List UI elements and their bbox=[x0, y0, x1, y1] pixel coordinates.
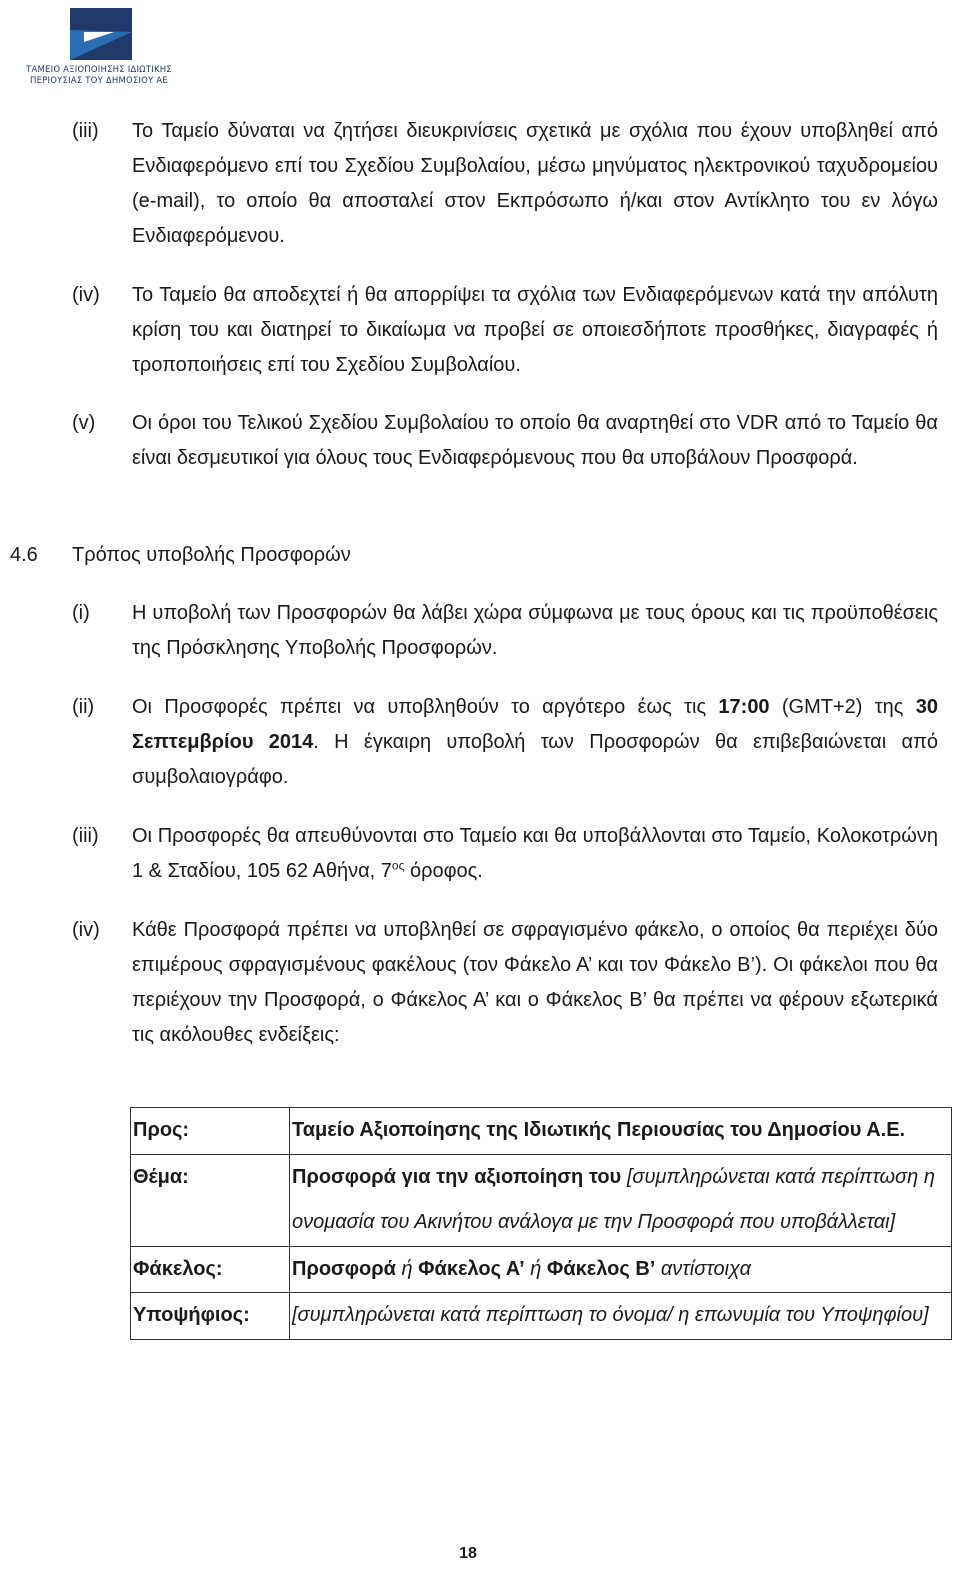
item-number: (iv) bbox=[72, 284, 100, 306]
item-text: Το Ταμείο θα αποδεχτεί ή θα απορρίψει τα σχόλια των Ενδιαφερόμενων κατά την απόλυτη κρίση του και διατηρεί το δικαίωμα να προβεί σε οποιεσδήποτε προσθήκες, διαγραφές ή τροποποιήσεις επί του Σχεδίου Συμβολαίου. bbox=[132, 284, 938, 376]
row-key: Προς: bbox=[131, 1108, 290, 1155]
envelope-option: Προσφορά bbox=[292, 1257, 396, 1280]
item-text: Το Ταμείο δύναται να ζητήσει διευκρινίσεις σχετικά με σχόλια που έχουν υποβληθεί από Ενδιαφερόμενο επί του Σχεδίου Συμβολαίου, μέσω μηνύματος ηλεκτρονικού ταχυδρομείου (e-mail), το οποίο θα αποσταλεί στον Εκπρόσωπο ή/και στον Αντίκλητο του εν λόγω Ενδιαφερόμενου. bbox=[132, 120, 938, 247]
item-number: (iii) bbox=[72, 825, 99, 847]
list-item bbox=[72, 406, 938, 476]
ordinal-superscript: ος bbox=[391, 858, 405, 873]
organization-logo bbox=[8, 8, 190, 90]
envelope-option: Φάκελος Β’ bbox=[546, 1257, 656, 1280]
list-item bbox=[72, 596, 938, 666]
item-text-part: Οι Προσφορές θα απευθύνονται στο Ταμείο και θα υποβάλλονται στο Ταμείο, Κολοκοτρώνη 1 & Σταδίου, 105 62 Αθήνα, 7 bbox=[132, 825, 938, 882]
item-text-part: (GMT+2) της bbox=[769, 696, 916, 718]
item-text: Οι όροι του Τελικού Σχεδίου Συμβολαίου το οποίο θα αναρτηθεί στο VDR από το Ταμείο θα είναι δεσμευτικοί για όλους τους Ενδιαφερόμενους που θα υποβάλουν Προσφορά. bbox=[132, 412, 938, 469]
page-number: 18 bbox=[459, 1545, 477, 1562]
respectively-word: αντίστοιχα bbox=[655, 1257, 752, 1280]
subject-placeholder: [συμπληρώνεται κατά περίπτωση η ονομασία του Ακινήτου ανάλογα με την Προσφορά που υποβάλλεται] bbox=[292, 1165, 936, 1233]
section-number: 4.6 bbox=[10, 544, 38, 566]
envelope-label-table bbox=[130, 1107, 952, 1340]
subject-bold: Προσφορά για την αξιοποίηση του bbox=[292, 1165, 627, 1188]
row-key: Φάκελος: bbox=[131, 1246, 290, 1293]
item-number: (iv) bbox=[72, 919, 100, 941]
section-title: Τρόπος υποβολής Προσφορών bbox=[72, 544, 351, 566]
table-row bbox=[131, 1246, 952, 1293]
row-value bbox=[290, 1293, 952, 1340]
logo-emblem-icon bbox=[70, 8, 132, 60]
item-text: Κάθε Προσφορά πρέπει να υποβληθεί σε σφραγισμένο φάκελο, ο οποίος θα περιέχει δύο επιμέρους σφραγισμένους φακέλους (τον Φάκελο Α’ και τον Φάκελο Β’). Οι φάκελοι που θα περιέχουν την Προσφορά, ο Φάκελος Α’ και ο Φάκελος Β’ θα πρέπει να φέρουν εξωτερικά τις ακόλουθες ενδείξεις: bbox=[132, 919, 938, 1046]
table-row bbox=[131, 1293, 952, 1340]
item-text-part: Οι Προσφορές πρέπει να υποβληθούν το αργότερο έως τις bbox=[132, 696, 719, 718]
recipient-name: Ταμείο Αξιοποίησης της Ιδιωτικής Περιουσίας του Δημοσίου Α.Ε. bbox=[292, 1119, 906, 1141]
item-number: (iii) bbox=[72, 120, 99, 142]
row-key: Θέμα: bbox=[131, 1154, 290, 1246]
row-value bbox=[290, 1246, 952, 1293]
row-key: Υποψήφιος: bbox=[131, 1293, 290, 1340]
item-text-part: . Η έγκαιρη υποβολή των Προσφορών θα επιβεβαιώνεται από συμβολαιογράφο. bbox=[132, 731, 938, 788]
or-word: ή bbox=[395, 1257, 419, 1280]
item-text bbox=[132, 819, 938, 889]
row-value bbox=[290, 1108, 952, 1155]
item-text-part: όροφος. bbox=[404, 860, 483, 882]
table-row bbox=[131, 1108, 952, 1155]
item-number: (i) bbox=[72, 602, 90, 624]
item-number: (v) bbox=[72, 412, 96, 434]
item-number: (ii) bbox=[72, 696, 95, 718]
section-heading bbox=[10, 538, 351, 573]
list-item bbox=[72, 114, 938, 254]
or-word: ή bbox=[524, 1257, 547, 1280]
table-row bbox=[131, 1154, 952, 1246]
deadline-date: 30 Σεπτεμβρίου 2014 bbox=[132, 696, 938, 753]
list-item bbox=[72, 278, 938, 383]
list-item bbox=[72, 913, 938, 1053]
logo-text-line1: ΤΑΜΕΙΟ ΑΞΙΟΠΟΙΗΣΗΣ ΙΔΙΩΤΙΚΗΣ bbox=[26, 65, 172, 75]
item-text: Η υποβολή των Προσφορών θα λάβει χώρα σύμφωνα με τους όρους και τις προϋποθέσεις της Πρόσκλησης Υποβολής Προσφορών. bbox=[132, 602, 938, 659]
envelope-option: Φάκελος Α’ bbox=[418, 1257, 525, 1280]
deadline-time: 17:00 bbox=[718, 696, 770, 718]
list-item bbox=[72, 819, 938, 889]
item-text bbox=[132, 690, 938, 795]
list-item bbox=[72, 690, 938, 795]
row-value bbox=[290, 1154, 952, 1246]
logo-text-line2: ΠΕΡΙΟΥΣΙΑΣ ΤΟΥ ΔΗΜΟΣΙΟΥ ΑΕ bbox=[30, 76, 168, 86]
candidate-placeholder: [συμπληρώνεται κατά περίπτωση το όνομα/ η επωνυμία του Υποψηφίου] bbox=[292, 1304, 929, 1326]
